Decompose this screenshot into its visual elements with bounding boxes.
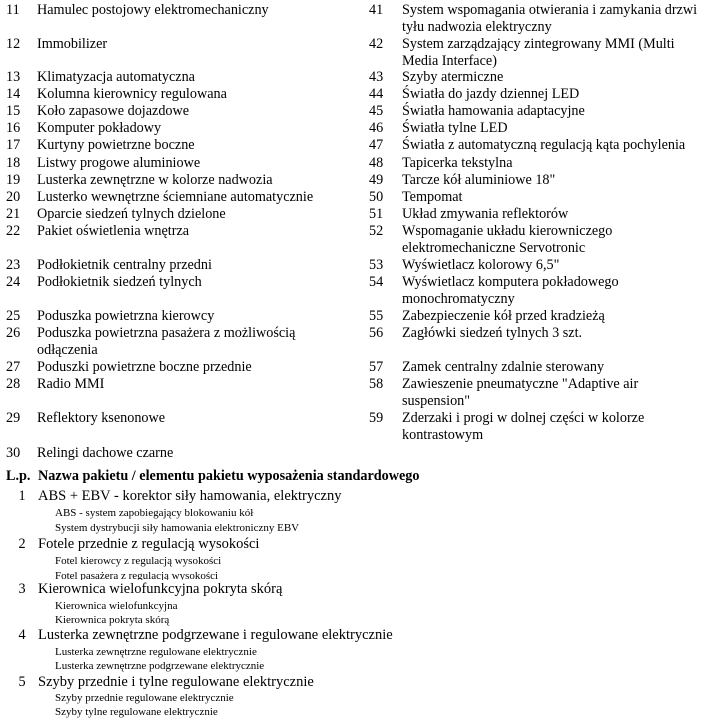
list-item: 48 Tapicerka tekstylna xyxy=(369,155,513,171)
package-subitem: System dystrybucji siły hamowania elektroniczny EBV xyxy=(55,522,300,534)
list-item: 42 System zarządzający zintegrowany MMI (Multi Media Interface) xyxy=(369,36,675,69)
list-item: 12 Immobilizer xyxy=(6,36,108,52)
package-row: 1 ABS + EBV - korektor siły hamowania, elektryczny xyxy=(18,488,342,504)
list-item: 56 Zagłówki siedzeń tylnych 3 szt. xyxy=(369,325,583,341)
package-subitem: Lusterka zewnętrzne regulowane elektrycznie xyxy=(55,646,257,658)
list-item: 21 Oparcie siedzeń tylnych dzielone xyxy=(6,206,226,222)
list-item: 30 Relingi dachowe czarne xyxy=(6,445,174,461)
list-item: 29 Reflektory ksenonowe xyxy=(6,410,166,426)
package-subitem: Fotel kierowcy z regulacją wysokości xyxy=(55,555,222,567)
package-row: 4 Lusterka zewnętrzne podgrzewane i regulowane elektrycznie xyxy=(18,627,393,643)
package-subitem: ABS - system zapobiegający blokowaniu kół xyxy=(55,507,254,519)
list-item: 45 Światła hamowania adaptacyjne xyxy=(369,103,585,119)
package-subitem: Kierownica wielofunkcyjna xyxy=(55,600,178,612)
list-item: 13 Klimatyzacja automatyczna xyxy=(6,69,195,85)
list-item: 11 Hamulec postojowy elektromechaniczny xyxy=(6,2,269,18)
column-header-name: Nazwa pakietu / elementu pakietu wyposażenia standardowego xyxy=(38,468,420,484)
package-row: 2 Fotele przednie z regulacją wysokości xyxy=(18,536,260,552)
list-item: 26 Poduszka powietrzna pasażera z możliwością odłączenia xyxy=(6,325,296,358)
list-item: 24 Podłokietnik siedzeń tylnych xyxy=(6,274,202,290)
list-item: 20 Lusterko wewnętrzne ściemniane automatycznie xyxy=(6,189,314,205)
list-item: 15 Koło zapasowe dojazdowe xyxy=(6,103,190,119)
table-header xyxy=(6,468,706,485)
list-item: 58 Zawieszenie pneumatyczne "Adaptive air suspension" xyxy=(369,376,639,409)
list-item: 44 Światła do jazdy dziennej LED xyxy=(369,86,580,102)
list-item: 51 Układ zmywania reflektorów xyxy=(369,206,569,222)
list-item: 18 Listwy progowe aluminiowe xyxy=(6,155,201,171)
list-item: 59 Zderzaki i progi w dolnej części w kolorze kontrastowym xyxy=(369,410,645,443)
list-item: 28 Radio MMI xyxy=(6,376,105,392)
package-subitem: Kierownica pokryta skórą xyxy=(55,614,170,626)
list-item: 54 Wyświetlacz komputera pokładowego monochromatyczny xyxy=(369,274,619,307)
list-item: 55 Zabezpieczenie kół przed kradzieżą xyxy=(369,308,605,324)
list-item: 49 Tarcze kół aluminiowe 18" xyxy=(369,172,556,188)
package-subitem: Fotel pasażera z regulacją wysokości xyxy=(55,570,219,580)
list-item: 47 Światła z automatyczną regulacją kąta pochylenia xyxy=(369,137,686,153)
list-item: 17 Kurtyny powietrzne boczne xyxy=(6,137,195,153)
list-item: 22 Pakiet oświetlenia wnętrza xyxy=(6,223,190,239)
package-subitem: Szyby tylne regulowane elektrycznie xyxy=(55,706,218,718)
list-item: 23 Podłokietnik centralny przedni xyxy=(6,257,212,273)
list-item: 46 Światła tylne LED xyxy=(369,120,508,136)
package-row: 3 Kierownica wielofunkcyjna pokryta skórą xyxy=(18,581,283,597)
package-subitem: Szyby przednie regulowane elektrycznie xyxy=(55,692,234,704)
column-header-lp: L.p. xyxy=(6,468,31,484)
list-item: 43 Szyby atermiczne xyxy=(369,69,504,85)
list-item: 16 Komputer pokładowy xyxy=(6,120,162,136)
list-item: 57 Zamek centralny zdalnie sterowany xyxy=(369,359,605,375)
list-item: 14 Kolumna kierownicy regulowana xyxy=(6,86,227,102)
list-item: 27 Poduszki powietrzne boczne przednie xyxy=(6,359,252,375)
list-item: 50 Tempomat xyxy=(369,189,463,205)
package-subitem: Lusterka zewnętrzne podgrzewane elektrycznie xyxy=(55,660,265,672)
list-item: 19 Lusterka zewnętrzne w kolorze nadwozia xyxy=(6,172,273,188)
package-row: 5 Szyby przednie i tylne regulowane elektrycznie xyxy=(18,674,314,690)
list-item: 25 Poduszka powietrzna kierowcy xyxy=(6,308,215,324)
list-item: 52 Wspomaganie układu kierowniczego elektromechaniczne Servotronic xyxy=(369,223,613,256)
list-item: 53 Wyświetlacz kolorowy 6,5" xyxy=(369,257,560,273)
list-item: 41 System wspomagania otwierania i zamykania drzwi tyłu nadwozia elektryczny xyxy=(369,2,698,35)
